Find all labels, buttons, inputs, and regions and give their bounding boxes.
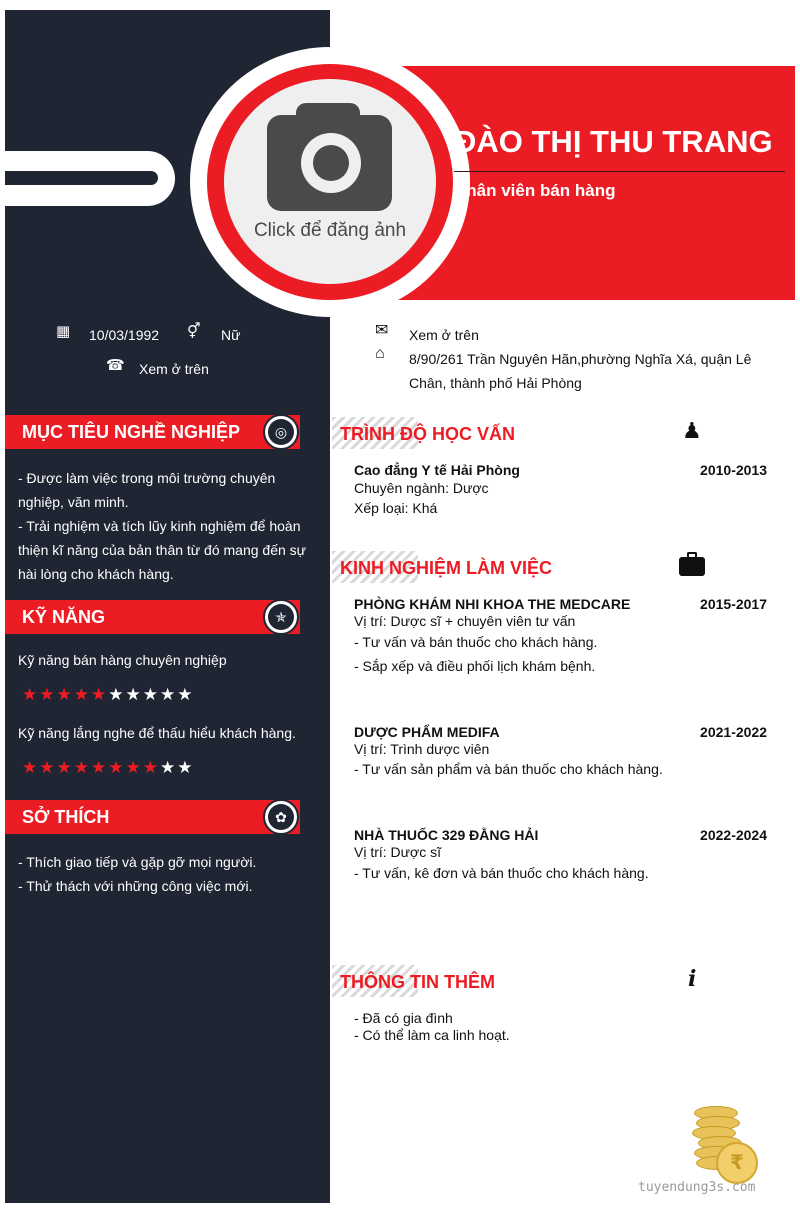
star-filled-icon: ★ <box>56 685 74 704</box>
calendar-icon: ▦ <box>56 323 71 340</box>
decorative-line <box>5 171 158 185</box>
rupee-coin: ₹ <box>716 1142 758 1184</box>
job-1-company: PHÒNG KHÁM NHI KHOA THE MEDCARE <box>354 596 631 612</box>
job-3-years: 2022-2024 <box>700 827 767 843</box>
photo-upload-hint[interactable]: Click để đăng ảnh <box>253 220 407 241</box>
briefcase-icon <box>679 557 705 576</box>
education-major: Chuyên ngành: Dược <box>354 480 489 496</box>
graduate-icon: ♟ <box>682 418 702 443</box>
star-filled-icon: ★ <box>39 758 57 777</box>
home-icon: ⌂ <box>375 345 385 362</box>
extra-title: THÔNG TIN THÊM <box>340 972 495 992</box>
star-filled-icon: ★ <box>22 758 40 777</box>
job-2-duty-1: - Tư vấn sản phẩm và bán thuốc cho khách hàng. <box>354 761 663 777</box>
gender-icon: ⚥ <box>187 323 201 340</box>
objective-title: MỤC TIÊU NGHỀ NGHIỆP <box>22 422 241 442</box>
address-line-2: Chân, thành phố Hải Phòng <box>409 375 582 391</box>
envelope-icon: ✉ <box>375 322 389 339</box>
star-filled-icon: ★ <box>91 758 109 777</box>
skill-2-label: Kỹ năng lắng nghe để thấu hiểu khách hàng. <box>18 725 296 741</box>
job-1-duty-2: - Sắp xếp và điều phối lịch khám bệnh. <box>354 658 596 674</box>
star-filled-icon: ★ <box>91 685 109 704</box>
extra-line-2: - Có thể làm ca linh hoạt. <box>354 1027 510 1043</box>
job-1-position: Vị trí: Dược sĩ + chuyên viên tư vấn <box>354 613 576 629</box>
email: Xem ở trên <box>409 327 479 343</box>
job-2-years: 2021-2022 <box>700 724 767 740</box>
skill-2-rating <box>22 758 195 778</box>
star-filled-icon: ★ <box>108 758 126 777</box>
job-1-duty-1: - Tư vấn và bán thuốc cho khách hàng. <box>354 634 598 650</box>
palette-icon: ✿ <box>263 799 299 835</box>
hobbies-title: SỞ THÍCH <box>22 807 110 827</box>
job-1-years: 2015-2017 <box>700 596 767 612</box>
hobby-2: - Thử thách với những công việc mới. <box>18 878 253 894</box>
star-empty-icon: ★ <box>125 685 143 704</box>
star-filled-icon: ★ <box>22 685 40 704</box>
skill-1-rating <box>22 685 195 705</box>
skills-heading <box>5 600 300 634</box>
star-filled-icon: ★ <box>39 685 57 704</box>
job-3-company: NHÀ THUỐC 329 ĐẰNG HẢI <box>354 827 539 843</box>
star-empty-icon: ★ <box>177 758 195 777</box>
job-title: Nhân viên bán hàng <box>454 181 616 200</box>
objective-text: - Được làm việc trong môi trường chuyên nghiệp, văn minh. - Trải nghiệm và tích lũy kinh nghiệm để hoàn thiện kĩ năng của bản thân từ đó mang đến sự hài lòng cho khách hàng. <box>18 470 307 582</box>
candidate-name: ĐÀO THỊ THU TRANG <box>454 124 773 159</box>
stars-person-icon: ✯ <box>263 599 299 635</box>
education-school: Cao đẳng Y tế Hải Phòng <box>354 462 520 478</box>
star-filled-icon: ★ <box>125 758 143 777</box>
header-top-strip <box>330 10 800 66</box>
briefcase-handle <box>687 552 697 558</box>
camera-lens-inner <box>313 145 349 181</box>
gender: Nữ <box>221 327 241 343</box>
birthdate: 10/03/1992 <box>89 327 160 343</box>
star-filled-icon: ★ <box>56 758 74 777</box>
target-icon: ◎ <box>263 414 299 450</box>
star-empty-icon: ★ <box>177 685 195 704</box>
coins-icon <box>692 1102 768 1182</box>
star-empty-icon: ★ <box>160 758 178 777</box>
skills-title: KỸ NĂNG <box>22 607 106 627</box>
experience-title: KINH NGHIỆM LÀM VIỆC <box>340 558 553 578</box>
star-empty-icon: ★ <box>160 685 178 704</box>
job-3-duty-1: - Tư vấn, kê đơn và bán thuốc cho khách hàng. <box>354 865 649 881</box>
star-empty-icon: ★ <box>142 685 160 704</box>
info-icon: i <box>688 966 697 992</box>
job-2-company: DƯỢC PHẨM MEDIFA <box>354 724 500 740</box>
skill-1-label: Kỹ năng bán hàng chuyên nghiệp <box>18 652 227 668</box>
education-years: 2010-2013 <box>700 462 767 478</box>
phone: Xem ở trên <box>139 361 209 377</box>
name-divider <box>454 171 785 172</box>
extra-line-1: - Đã có gia đình <box>354 1010 453 1026</box>
education-title: TRÌNH ĐỘ HỌC VẤN <box>340 424 515 444</box>
star-filled-icon: ★ <box>142 758 160 777</box>
job-3-position: Vị trí: Dược sĩ <box>354 844 442 860</box>
star-empty-icon: ★ <box>108 685 126 704</box>
job-2-position: Vị trí: Trình dược viên <box>354 741 490 757</box>
objective-heading <box>5 415 300 449</box>
education-grade: Xếp loại: Khá <box>354 500 438 516</box>
hobbies-heading <box>5 800 300 834</box>
watermark: tuyendung3s.com <box>638 1180 756 1195</box>
star-filled-icon: ★ <box>73 758 91 777</box>
hobby-1: - Thích giao tiếp và gặp gỡ mọi người. <box>18 854 257 870</box>
address-line-1: 8/90/261 Trần Nguyên Hãn,phường Nghĩa Xá, quận Lê <box>409 351 752 367</box>
phone-icon: ☎ <box>106 357 125 374</box>
star-filled-icon: ★ <box>73 685 91 704</box>
